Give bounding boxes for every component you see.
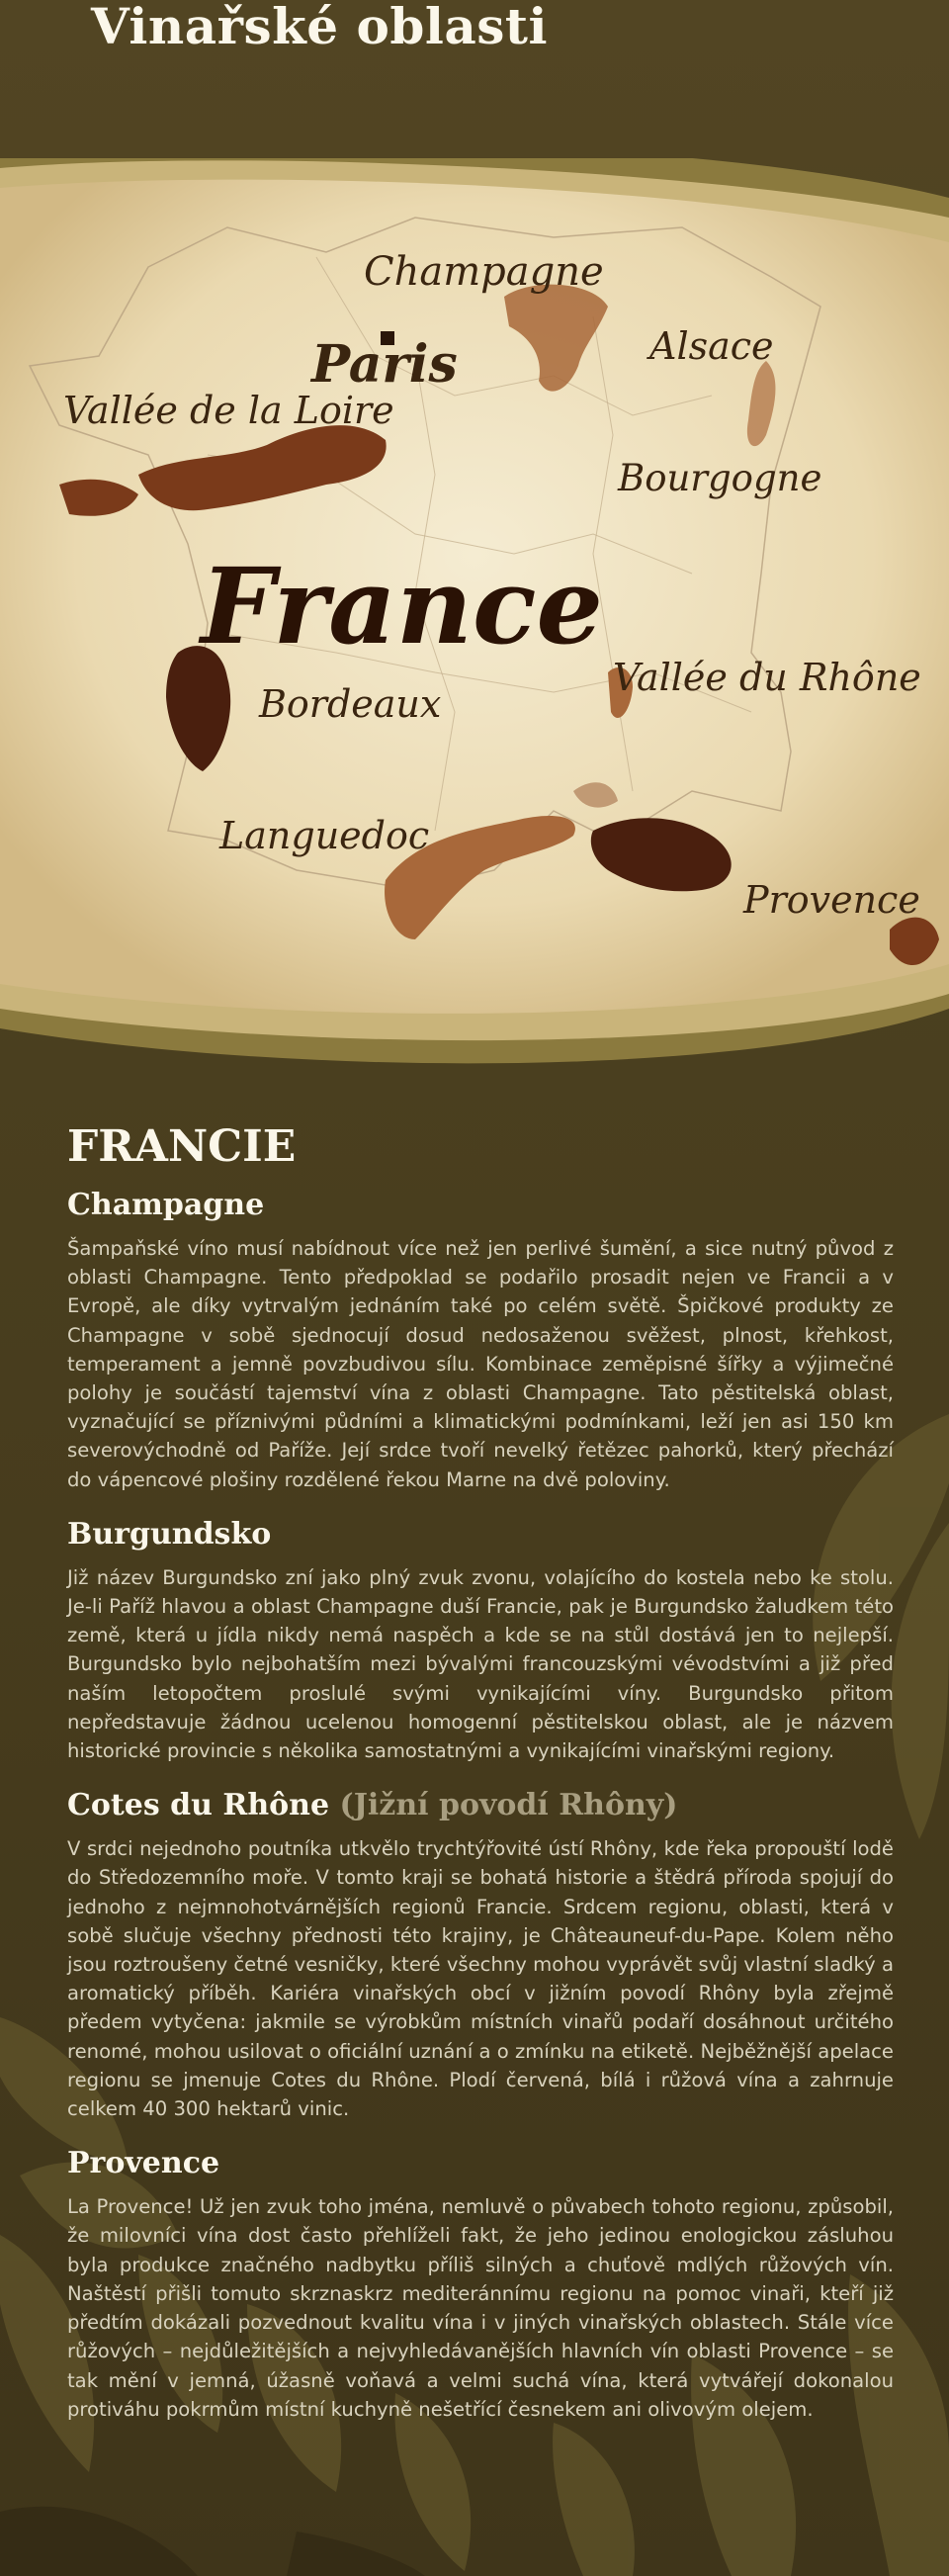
label-paris: Paris [311,334,458,395]
label-alsace: Alsace [649,324,774,368]
label-languedoc: Languedoc [219,814,430,857]
label-provence: Provence [743,878,920,922]
section-title-champagne [67,1187,894,1224]
label-loire: Vallée de la Loire [63,389,394,432]
section-title-rhone [67,1787,894,1824]
label-bourgogne: Bourgogne [618,457,822,499]
section-text-provence: La Provence! Už jen zvuk toho jména, nemluvě o půvabech tohoto regionu, způsobil, že milovníci vína dost často přehlíželi fakt, že jeho jedinou enologickou zásluhou byla produkce značného nadbytku příliš silných a chuťově mdlých růžových vín. Naštěstí přišli tomuto skrznaskrz mediteránnímu regionu na pomoc vinaři, kteří již předtím dokázali pozvednout kvalitu vína i v jiných vinařských oblastech. Stále více růžových – nejdůležitějších a nejvyhledávanějších hlavních vín oblasti Provence – se tak mění v jemná, úžasně voňavá a velmi suchá vína, která vytvářejí dokonalou protiváhu pokrmům místní kuchyně nešetřící česnekem ani olivovým olejem. [67,2195,894,2421]
label-france: France [201,544,603,667]
country-heading: FRANCIE [67,1121,297,1172]
section-title-text: Cotes du Rhône [67,1788,330,1823]
page-title: Vinařské oblasti [91,0,548,55]
section-title-text: Provence [67,2146,220,2181]
wine-map [0,158,949,1078]
section-title-text: Burgundsko [67,1516,272,1552]
section-title-provence [67,2145,894,2182]
section-text-rhone: V srdci nejednoho poutníka utkvělo trychtýřovité ústí Rhôny, kde řeka propouští lodě do Středozemního moře. V tomto kraji se bohatá historie a štědrá příroda spojují do jednoho z nejmnohotvárnějších regionů Francie. Srdcem regionu, oblasti, která v sobě slučuje všechny přednosti této krajiny, je Châteauneuf-du-Pape. Kolem něho jsou roztroušeny četné vesničky, které všechny mohou vyprávět svůj vlastní sladký a aromatický příběh. Kariéra vinařských obcí v jižním povodí Rhôny byla zřejmě předem vytyčena: jakmile se výrobkům místních vinařů podaří dosáhnout určitého renomé, mohou usilovat o oficiální uznání a o zmínku na etiketě. Nejběžnější apelace regionu se jmenuje Cotes du Rhône. Plodí červená, bílá i růžová vína a zahrnuje celkem 40 300 hektarů vinic. [67,1837,894,2121]
label-rhone: Vallée du Rhône [613,656,921,699]
label-champagne: Champagne [364,249,604,295]
section-text-champagne: Šampaňské víno musí nabídnout více než jen perlivé šumění, a sice nutný původ z oblasti Champagne. Tento předpoklad se podařilo prosadit nejen ve Francii a v Evropě, ale díky vytrvalým jednáním také po celém světě. Špičkové produkty ze Champagne v sobě sjednocují dosud nedosaženou svěžest, plnost, křehkost, temperament a jemně povzbudivou sílu. Kombinace zeměpisné šířky a výjimečné polohy je součástí tajemství vína z oblasti Champagne. Tato pěstitelská oblast, vyznačující se příznivými půdními a klimatickými podmínkami, leží jen asi 150 km severovýchodně od Paříže. Její srdce tvoří nevelký řetězec pahorků, který přechází do vápencové plošiny rozdělené řekou Marne na dvě poloviny. [67,1237,894,1491]
section-title-burgundsko [67,1516,894,1554]
section-subtitle: (Jižní povodí Rhôny) [339,1788,678,1823]
section-text-burgundsko: Již název Burgundsko zní jako plný zvuk zvonu, volajícího do kostela nebo ke stolu. Je-li Paříž hlavou a oblast Champagne duší Francie, pak je Burgundsko žaludkem této země, která u jídla nikdy nemá naspěch a kde se na stůl dostává jen to nejlepší. Burgundsko bylo nejbohatším mezi bývalými francouzskými vévodstvími a již před naším letopočtem proslulé svými vynikajícími víny. Burgundsko přitom nepředstavuje žádnou ucelenou homogenní pěstitelskou oblast, ale je názvem historické provincie s několika samostatnými a vynikajícími vinařskými regiony. [67,1565,894,1763]
content [67,1119,894,2445]
label-bordeaux: Bordeaux [259,682,442,726]
section-title-text: Champagne [67,1188,265,1222]
